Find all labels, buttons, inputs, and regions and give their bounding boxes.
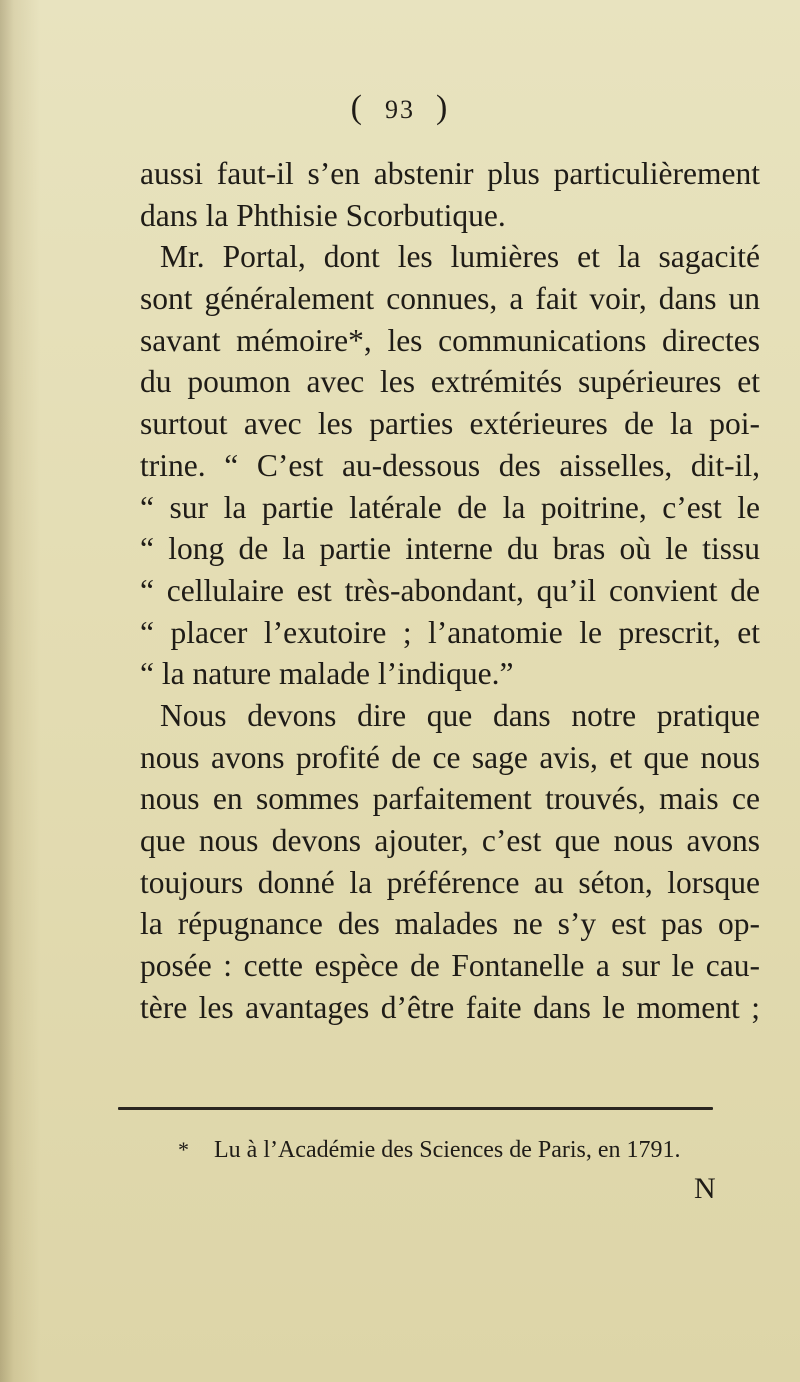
text-line: Nous devons dire que dans notre pratique xyxy=(160,697,760,733)
page-number: 93 xyxy=(385,95,415,124)
text-line: la répugnance des malades ne s’y est pas op- xyxy=(140,906,760,942)
text-line: savant mémoire*, les communications directes xyxy=(140,322,760,358)
text-line: trine. “ C’est au-dessous des aisselles, dit-il, xyxy=(140,447,760,483)
text-line: surtout avec les parties extérieures de la poi- xyxy=(140,406,760,442)
text-line: sont généralement connues, a fait voir, dans un xyxy=(140,281,760,317)
footnote-asterisk: * xyxy=(178,1137,189,1162)
text-line: “ cellulaire est très-abondant, qu’il convient de xyxy=(140,572,760,608)
text-line: tère les avantages d’être faite dans le moment ; xyxy=(140,989,760,1025)
text-line: toujours donné la préférence au séton, lorsque xyxy=(140,864,760,900)
text-line: nous avons profité de ce sage avis, et que nous xyxy=(140,739,760,775)
text-line: “ la nature malade l’indique.” xyxy=(140,656,514,692)
footnote-divider xyxy=(118,1107,713,1110)
text-line: “ sur la partie latérale de la poitrine, c’est le xyxy=(140,489,760,525)
footnote xyxy=(178,1135,681,1165)
text-line: “ long de la partie interne du bras où le tissu xyxy=(140,531,760,567)
page-number-close-paren: ) xyxy=(436,89,450,126)
footnote-text: Lu à l’Académie des Sciences de Paris, en 1791. xyxy=(214,1137,681,1163)
text-line: posée : cette espèce de Fontanelle a sur le cau- xyxy=(140,948,760,984)
text-line: aussi faut-il s’en abstenir plus particulièrement xyxy=(140,156,760,191)
text-line: dans la Phthisie Scorbutique. xyxy=(140,197,506,233)
signature-mark: N xyxy=(694,1172,716,1205)
body-text xyxy=(140,153,760,1028)
text-line: du poumon avec les extrémités supérieures et xyxy=(140,364,760,400)
text-line: que nous devons ajouter, c’est que nous avons xyxy=(140,823,760,858)
text-line: “ placer l’exutoire ; l’anatomie le prescrit, et xyxy=(140,614,760,650)
text-line: Mr. Portal, dont les lumières et la sagacité xyxy=(160,239,760,275)
page-number-open-paren: ( xyxy=(350,89,364,126)
text-line: nous en sommes parfaitement trouvés, mais ce xyxy=(140,781,760,817)
page-number-header xyxy=(0,88,800,130)
